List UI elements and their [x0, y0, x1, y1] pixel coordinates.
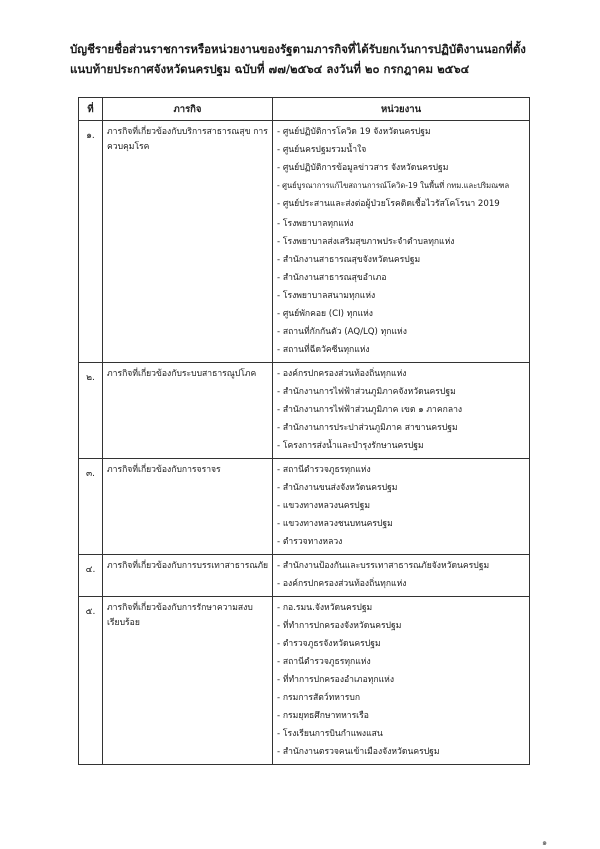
mission-cell: ภารกิจที่เกี่ยวข้องกับการบรรเทาสาธารณภัย [103, 555, 273, 597]
agency-item: - โรงพยาบาลสนามทุกแห่ง [277, 291, 376, 301]
agency-item: - ที่ทำการปกครองอำเภอทุกแห่ง [277, 675, 395, 685]
agency-item: - องค์กรปกครองส่วนท้องถิ่นทุกแห่ง [277, 579, 407, 589]
agency-item: - องค์กรปกครองส่วนท้องถิ่นทุกแห่ง [277, 369, 407, 379]
agency-item: - ที่ทำการปกครองจังหวัดนครปฐม [277, 621, 402, 631]
mission-cell: ภารกิจที่เกี่ยวข้องกับการจราจร [103, 459, 273, 555]
agency-list [273, 555, 530, 597]
document-title-line-2: แนบท้ายประกาศจังหวัดนครปฐม ฉบับที่ ๗๗/๒๕๖๔ ลงวันที่ ๒๐ กรกฎาคม ๒๕๖๔ [70, 62, 470, 76]
table-row [79, 121, 530, 363]
table-row [79, 363, 530, 459]
mission-cell: ภารกิจที่เกี่ยวข้องกับการรักษาความสงบเรียบร้อย [103, 597, 273, 765]
agency-list [273, 597, 530, 765]
agency-item: - แขวงทางหลวงนครปฐม [277, 501, 371, 511]
agency-item: - สถานีตำรวจภูธรทุกแห่ง [277, 465, 371, 475]
agency-item: - สำนักงานการไฟฟ้าส่วนภูมิภาคจังหวัดนครปฐม [277, 387, 456, 397]
row-number: ๓. [79, 459, 103, 555]
table-header-row [79, 98, 530, 121]
agency-list [273, 121, 530, 363]
header-mission: ภารกิจ [103, 98, 273, 121]
mission-cell: ภารกิจที่เกี่ยวข้องกับบริการสาธารณสุข การควบคุมโรค [103, 121, 273, 363]
agency-item: - สถานที่กักกันตัว (AQ/LQ) ทุกแห่ง [277, 327, 407, 337]
agency-item: - กอ.รมน.จังหวัดนครปฐม [277, 603, 373, 613]
header-no: ที่ [79, 98, 103, 121]
agency-item: - สำนักงานการประปาส่วนภูมิภาค สาขานครปฐม [277, 423, 458, 433]
agency-item: - ตำรวจภูธรจังหวัดนครปฐม [277, 639, 381, 649]
agency-item: - กรมการสัตว์ทหารบก [277, 693, 361, 703]
agency-item: - สถานีตำรวจภูธรทุกแห่ง [277, 657, 371, 667]
agency-item: - สำนักงานขนส่งจังหวัดนครปฐม [277, 483, 398, 493]
agency-item: - ศูนย์นครปฐมรวมน้ำใจ [277, 145, 367, 155]
mission-cell: ภารกิจที่เกี่ยวข้องกับระบบสาธารณูปโภค [103, 363, 273, 459]
agency-item: - ศูนย์บูรณาการแก้ไขสถานการณ์โควิด-19 ในพื้นที่ กทม.และปริมณฑล [277, 181, 510, 190]
table-row [79, 459, 530, 555]
header-agency: หน่วยงาน [273, 98, 530, 121]
row-number: ๕. [79, 597, 103, 765]
row-number: ๑. [79, 121, 103, 363]
agency-table [78, 97, 530, 765]
agency-item: - โรงพยาบาลส่งเสริมสุขภาพประจำตำบลทุกแห่ง [277, 237, 455, 247]
document-title-line-1: บัญชีรายชื่อส่วนราชการหรือหน่วยงานของรัฐตามภารกิจที่ได้รับยกเว้นการปฏิบัติงานนอกที่ตั้ง [70, 42, 526, 56]
agency-item: - โรงพยาบาลทุกแห่ง [277, 219, 354, 229]
table-row [79, 555, 530, 597]
agency-list [273, 459, 530, 555]
agency-item: - ศูนย์ปฏิบัติการโควิด 19 จังหวัดนครปฐม [277, 127, 431, 137]
agency-item: - โรงเรียนการบินกำแพงแสน [277, 729, 383, 739]
agency-item: - ตำรวจทางหลวง [277, 537, 343, 547]
agency-item: - ศูนย์ประสานและส่งต่อผู้ป่วยโรคติดเชื้อไวรัสโคโรนา 2019 [277, 199, 500, 209]
agency-item: - สำนักงานป้องกันและบรรเทาสาธารณภัยจังหวัดนครปฐม [277, 561, 490, 571]
agency-item: - สำนักงานการไฟฟ้าส่วนภูมิภาค เขต ๑ ภาคกลาง [277, 405, 463, 415]
row-number: ๔. [79, 555, 103, 597]
agency-item: - สำนักงานตรวจคนเข้าเมืองจังหวัดนครปฐม [277, 747, 440, 757]
agency-item: - โครงการส่งน้ำและบำรุงรักษานครปฐม [277, 441, 424, 451]
table-row [79, 597, 530, 765]
agency-item: - กรมยุทธศึกษาทหารเรือ [277, 711, 369, 721]
agency-item: - ศูนย์ปฏิบัติการข้อมูลข่าวสาร จังหวัดนครปฐม [277, 163, 449, 173]
row-number: ๒. [79, 363, 103, 459]
agency-item: - ศูนย์พักคอย (CI) ทุกแห่ง [277, 309, 373, 319]
page-mark: ๑ [542, 838, 548, 847]
agency-item: - สำนักงานสาธารณสุขอำเภอ [277, 273, 387, 283]
agency-item: - สำนักงานสาธารณสุขจังหวัดนครปฐม [277, 255, 421, 265]
agency-item: - สถานที่ฉีดวัคซีนทุกแห่ง [277, 345, 370, 355]
agency-item: - แขวงทางหลวงชนบทนครปฐม [277, 519, 393, 529]
agency-list [273, 363, 530, 459]
